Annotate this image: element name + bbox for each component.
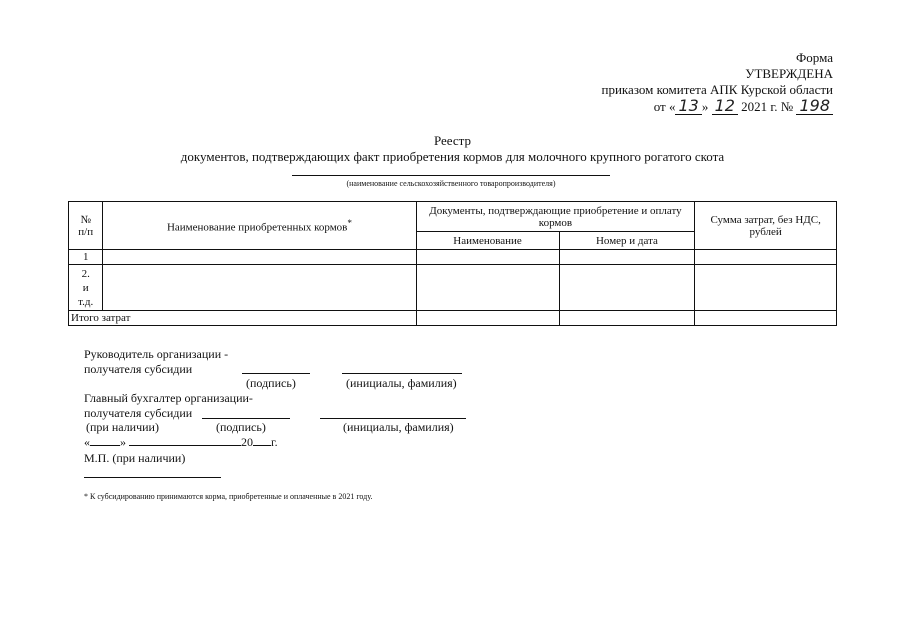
document-title	[0, 133, 905, 165]
accountant-signature-line	[202, 418, 290, 419]
total-row	[69, 311, 837, 326]
order-month-handwritten: 12	[712, 98, 738, 115]
head-signature-line	[242, 373, 310, 374]
header-doc-number-date: Номер и дата	[559, 232, 695, 250]
footnote-mark: *	[347, 217, 352, 228]
table-row	[69, 250, 837, 265]
cell-total-doc-number	[559, 311, 695, 326]
header-sum: Сумма затрат, без НДС, рублей	[695, 202, 837, 250]
form-label: Форма	[796, 50, 833, 65]
order-day-handwritten: 13	[675, 98, 701, 115]
cell-doc-name	[416, 250, 559, 265]
order-number-handwritten: 198	[796, 98, 833, 115]
total-label: Итого затрат	[69, 311, 417, 326]
accountant-signature-label: Главный бухгалтер организации- получателя субсидии	[84, 391, 253, 420]
if-any-caption: (при наличии)	[86, 420, 159, 434]
cell-total-sum	[695, 311, 837, 326]
accountant-signature-caption: (подпись)	[216, 420, 266, 434]
title-line-1: Реестр	[433, 133, 472, 148]
approval-block	[602, 50, 833, 115]
cell-doc-name	[416, 265, 559, 311]
cell-total-doc-name	[416, 311, 559, 326]
accountant-name-line	[320, 418, 466, 419]
cell-feed-name	[103, 250, 416, 265]
table-row	[69, 265, 837, 311]
order-date: от « 13 » 12 2021 г. № 198	[602, 98, 833, 115]
accountant-initials-caption: (инициалы, фамилия)	[343, 420, 454, 434]
header-documents: Документы, подтверждающие приобретение и оплату кормов	[416, 202, 695, 232]
footnote-text: * К субсидированию принимаются корма, приобретенные и оплаченные в 2021 году.	[84, 492, 373, 501]
head-initials-caption: (инициалы, фамилия)	[346, 376, 457, 390]
footnote-separator	[84, 477, 221, 478]
stamp-label: М.П. (при наличии)	[84, 451, 186, 465]
cell-sum	[695, 250, 837, 265]
cell-doc-number	[559, 250, 695, 265]
header-feed-name: Наименование приобретенных кормов*	[103, 202, 416, 250]
header-doc-name: Наименование	[416, 232, 559, 250]
cell-feed-name	[103, 265, 416, 311]
registry-table	[68, 201, 837, 326]
head-signature-caption: (подпись)	[246, 376, 296, 390]
producer-name-line	[292, 175, 610, 176]
order-label: приказом комитета АПК Курской области	[601, 82, 833, 97]
head-signature-label: Руководитель организации - получателя субсидии	[84, 347, 229, 376]
header-number: № п/п	[69, 202, 103, 250]
producer-caption: (наименование сельскохозяйственного товаропроизводителя)	[346, 179, 556, 188]
cell-doc-number	[559, 265, 695, 311]
cell-sum	[695, 265, 837, 311]
head-name-line	[342, 373, 462, 374]
title-line-2: документов, подтверждающих факт приобретения кормов для молочного крупного рогатого скота	[180, 149, 725, 164]
row-number: 2. и т.д.	[69, 265, 103, 311]
approved-label: УТВЕРЖДЕНА	[745, 66, 833, 81]
signature-date: « » 20 г.	[84, 435, 278, 449]
row-number: 1	[69, 250, 103, 265]
